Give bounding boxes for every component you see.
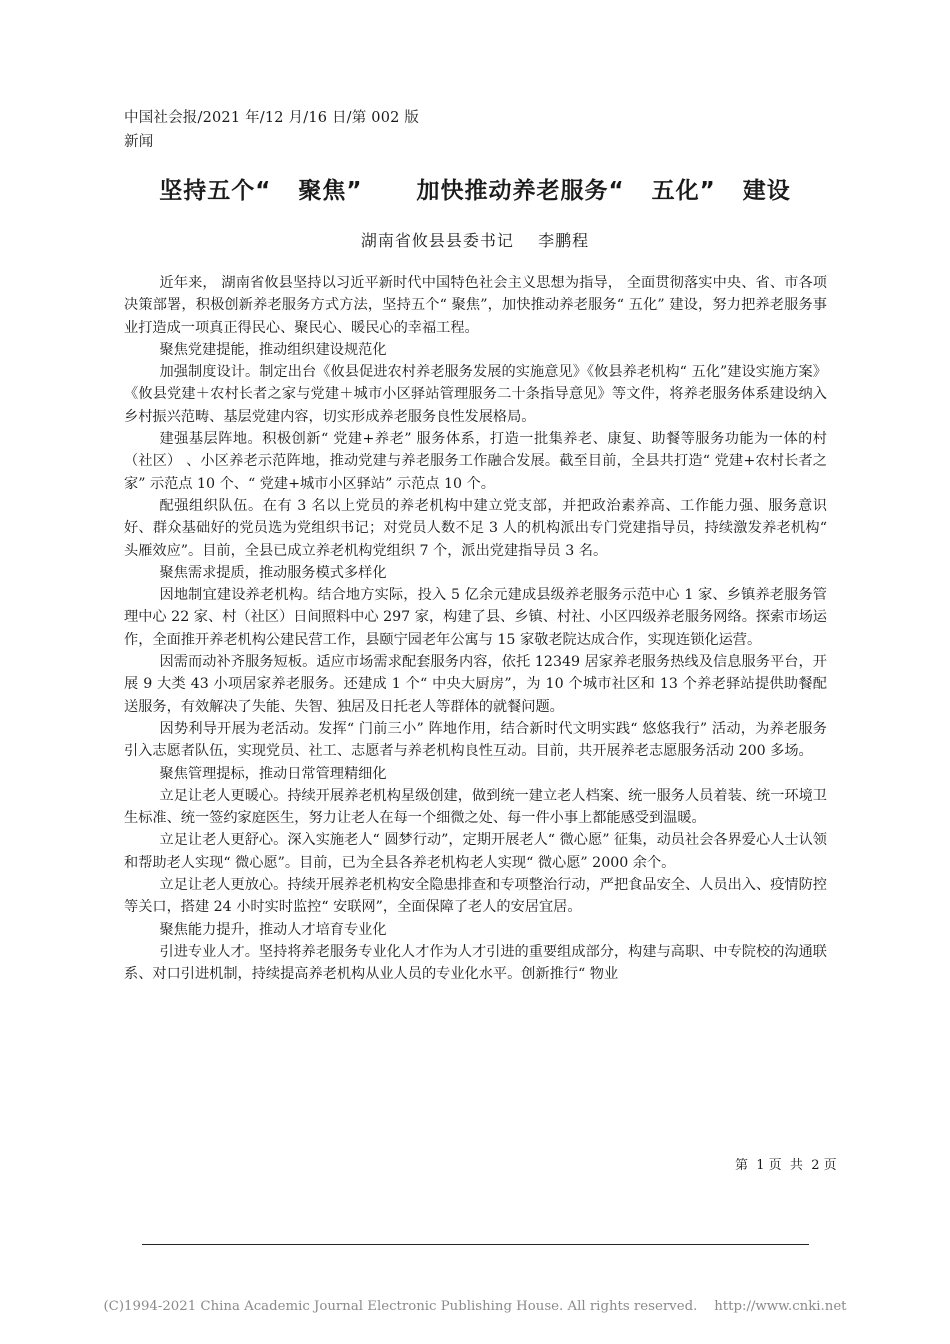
- footer-divider: [142, 1244, 809, 1245]
- paragraph: 立足让老人更放心。持续开展养老机构安全隐患排查和专项整治行动，严把食品安全、人员出入、疫情防控等关口，搭建 24 小时实时监控“ 安联网”，全面保障了老人的安居宜居。: [124, 877, 827, 916]
- article-source: 中国社会报/2021 年/12 月/16 日/第 002 版新闻: [124, 110, 420, 150]
- paragraph: 因势利导开展为老活动。发挥“ 门前三小” 阵地作用，结合新时代文明实践“ 悠悠我行” 活动，为养老服务引入志愿者队伍，实现党员、社工、志愿者与养老机构良性互动。目前，共开展养老志愿服务活动 200 多场。: [124, 720, 827, 760]
- copyright-notice: (C)1994-2021 China Academic Journal Electronic Publishing House. All rights reserved. http://www.cnki.net: [103, 1299, 847, 1314]
- section-heading-management: 聚焦管理提标，推动日常管理精细化: [159, 765, 387, 782]
- paragraph: 配强组织队伍。在有 3 名以上党员的养老机构中建立党支部，并把政治素养高、工作能力强、服务意识好、群众基础好的党员选为党组织书记；对党员人数不足 3 人的机构派出专门党建指导员，持续激发养老机构“ 头雁效应”。目前，全县已成立养老机构党组织 7 个，派出党建指导员 3 名。: [124, 497, 827, 559]
- section-heading-talent: 聚焦能力提升，推动人才培育专业化: [159, 921, 387, 938]
- section-heading-party-building: 聚焦党建提能，推动组织建设规范化: [159, 341, 387, 358]
- paragraph: 立足让老人更舒心。深入实施老人“ 圆梦行动”，定期开展老人“ 微心愿” 征集，动员社会各界爱心人士认领和帮助老人实现“ 微心愿”。目前，已为全县各养老机构老人实现“ 微心愿” 2000 余个。: [124, 832, 827, 871]
- paragraph: 建强基层阵地。积极创新“ 党建+养老” 服务体系，打造一批集养老、康复、助餐等服务功能为一体的村（社区） 、小区养老示范阵地，推动党建与养老服务工作融合发展。截至目前，全县共打造“ 党建+农村长者之家” 示范点 10 个、“ 党建+城市小区驿站” 示范点 10 个。: [124, 431, 827, 492]
- article-body: [124, 272, 827, 986]
- paragraph: 立足让老人更暖心。持续开展养老机构星级创建，做到统一建立老人档案、统一服务人员着装、统一环境卫生标准、统一签约家庭医生，努力让老人在每一个细微之处、每一件小事上都能感受到温暖。: [124, 787, 827, 827]
- page-indicator: 第 1 页 共 2 页: [735, 1158, 837, 1173]
- paragraph: 因地制宜建设养老机构。结合地方实际，投入 5 亿余元建成县级养老服务示范中心 1 家、乡镇养老服务管理中心 22 家、村（社区）日间照料中心 297 家，构建了县、乡镇、村社、小区四级养老服务网络。探索市场运作，全面推开养老机构公建民营工作，县颐宁园老年公寓与 15 家敬老院达成合作，实现连锁化运营。: [124, 587, 827, 648]
- article-title: 坚持五个“ 聚焦” 加快推动养老服务“ 五化” 建设: [159, 178, 791, 204]
- article-author: 湖南省攸县县委书记 李鹏程: [360, 231, 590, 250]
- section-heading-demand: 聚焦需求提质，推动服务模式多样化: [159, 564, 387, 581]
- paragraph: 引进专业人才。坚持将养老服务专业化人才作为人才引进的重要组成部分，构建与高职、中专院校的沟通联系、对口引进机制，持续提高养老机构从业人员的专业化水平。创新推行“ 物业: [124, 943, 827, 983]
- paragraph: 因需而动补齐服务短板。适应市场需求配套服务内容，依托 12349 居家养老服务热线及信息服务平台，开展 9 大类 43 小项居家养老服务。还建成 1 个“ 中央大厨房”，为 10 个城市社区和 13 个养老驿站提供助餐配送服务，有效解决了失能、失智、独居及日托老人等群体的就餐问题。: [124, 654, 827, 715]
- paragraph-intro: 近年来， 湖南省攸县坚持以习近平新时代中国特色社会主义思想为指导， 全面贯彻落实中央、省、市各项决策部署，积极创新养老服务方式方法，坚持五个“ 聚焦”，加快推动养老服务“ 五化” 建设，努力把养老服务事业打造成一项真正得民心、聚民心、暖民心的幸福工程。: [124, 275, 827, 336]
- paragraph: 加强制度设计。制定出台《攸县促进农村养老服务发展的实施意见》《攸县养老机构“ 五化”建设实施方案》 《攸县党建＋农村长者之家与党建＋城市小区驿站管理服务二十条指导意见》等文件，将养老服务体系建设纳入乡村振兴范畴、基层党建内容，切实形成养老服务良性发展格局。: [124, 364, 827, 425]
